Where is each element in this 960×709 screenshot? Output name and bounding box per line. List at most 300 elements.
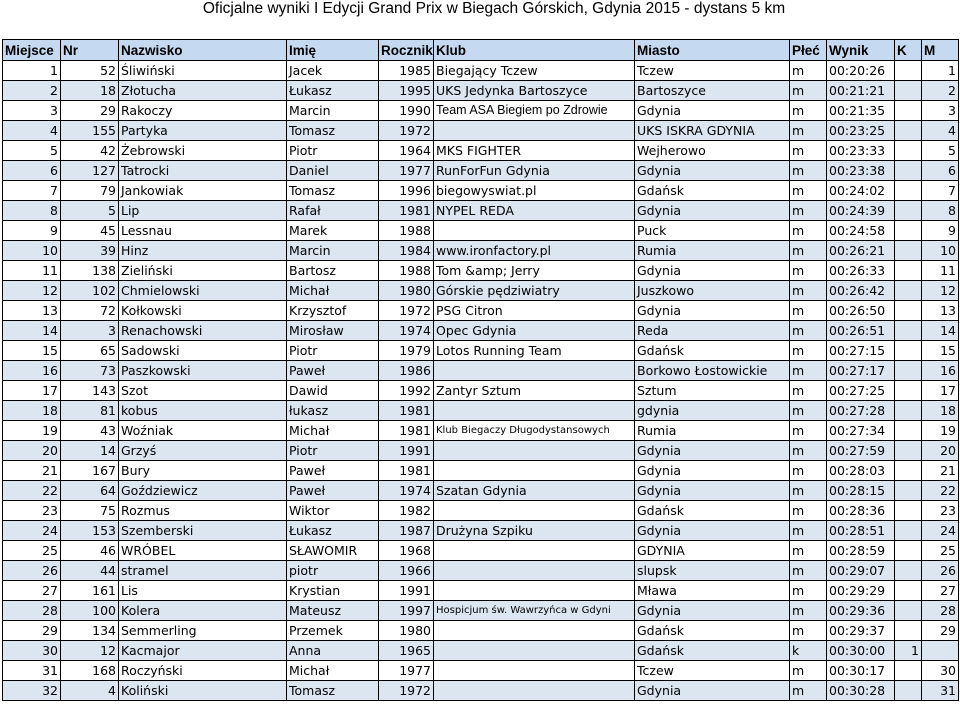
surname-cell: Koliński	[119, 681, 287, 701]
surname-cell: Goździewicz	[119, 481, 287, 501]
bib-cell: 12	[61, 641, 119, 661]
bib-cell: 155	[61, 121, 119, 141]
year-cell: 1995	[379, 81, 434, 101]
place-cell: 27	[3, 581, 61, 601]
city-cell: Gdynia	[635, 301, 790, 321]
surname-cell: Sadowski	[119, 341, 287, 361]
table-row	[3, 321, 959, 341]
k-place-cell	[895, 161, 922, 181]
year-cell: 1974	[379, 481, 434, 501]
firstname-cell: Paweł	[287, 481, 379, 501]
bib-cell: 81	[61, 401, 119, 421]
k-place-cell	[895, 401, 922, 421]
sex-cell: m	[790, 81, 827, 101]
surname-cell: Szemberski	[119, 521, 287, 541]
year-cell: 1997	[379, 601, 434, 621]
firstname-cell: Krystian	[287, 581, 379, 601]
year-cell: 1965	[379, 641, 434, 661]
bib-cell: 64	[61, 481, 119, 501]
k-place-cell	[895, 521, 922, 541]
firstname-cell: Marcin	[287, 101, 379, 121]
table-row	[3, 401, 959, 421]
club-cell: RunForFun Gdynia	[434, 161, 635, 181]
time-cell: 00:30:28	[827, 681, 895, 701]
bib-cell: 138	[61, 261, 119, 281]
place-cell: 1	[3, 61, 61, 81]
time-cell: 00:26:21	[827, 241, 895, 261]
surname-cell: kobus	[119, 401, 287, 421]
club-cell: Drużyna Szpiku	[434, 521, 635, 541]
city-cell: Borkowo Łostowickie	[635, 361, 790, 381]
time-cell: 00:24:02	[827, 181, 895, 201]
m-place-cell	[922, 641, 959, 661]
table-row	[3, 561, 959, 581]
club-cell	[434, 461, 635, 481]
surname-cell: Lessnau	[119, 221, 287, 241]
table-row	[3, 621, 959, 641]
place-cell: 25	[3, 541, 61, 561]
table-row	[3, 181, 959, 201]
k-place-cell	[895, 341, 922, 361]
bib-cell: 134	[61, 621, 119, 641]
m-place-cell: 19	[922, 421, 959, 441]
firstname-cell: piotr	[287, 561, 379, 581]
club-cell	[434, 661, 635, 681]
place-cell: 31	[3, 661, 61, 681]
year-cell: 1985	[379, 61, 434, 81]
table-row	[3, 501, 959, 521]
table-row	[3, 141, 959, 161]
year-cell: 1992	[379, 381, 434, 401]
year-cell: 1972	[379, 121, 434, 141]
city-cell: Puck	[635, 221, 790, 241]
k-place-cell	[895, 501, 922, 521]
year-cell: 1977	[379, 661, 434, 681]
k-place-cell	[895, 61, 922, 81]
surname-cell: Semmerling	[119, 621, 287, 641]
k-place-cell	[895, 481, 922, 501]
sex-cell: m	[790, 201, 827, 221]
place-cell: 6	[3, 161, 61, 181]
city-cell: Gdynia	[635, 461, 790, 481]
k-place-cell	[895, 101, 922, 121]
results-table	[2, 39, 959, 701]
m-place-cell: 10	[922, 241, 959, 261]
bib-cell: 167	[61, 461, 119, 481]
k-place-cell	[895, 301, 922, 321]
place-cell: 12	[3, 281, 61, 301]
place-cell: 14	[3, 321, 61, 341]
club-cell	[434, 681, 635, 701]
year-cell: 1979	[379, 341, 434, 361]
city-cell: Gdańsk	[635, 641, 790, 661]
table-row	[3, 481, 959, 501]
bib-cell: 29	[61, 101, 119, 121]
sex-cell: m	[790, 281, 827, 301]
m-place-cell: 28	[922, 601, 959, 621]
time-cell: 00:26:50	[827, 301, 895, 321]
city-cell: Gdańsk	[635, 181, 790, 201]
surname-cell: Jankowiak	[119, 181, 287, 201]
sex-cell: m	[790, 121, 827, 141]
sex-cell: m	[790, 541, 827, 561]
surname-cell: Kolera	[119, 601, 287, 621]
time-cell: 00:30:17	[827, 661, 895, 681]
club-cell	[434, 221, 635, 241]
year-cell: 1966	[379, 561, 434, 581]
m-place-cell: 6	[922, 161, 959, 181]
year-cell: 1972	[379, 681, 434, 701]
club-cell: MKS FIGHTER	[434, 141, 635, 161]
k-place-cell	[895, 601, 922, 621]
year-cell: 1980	[379, 281, 434, 301]
k-place-cell	[895, 221, 922, 241]
club-cell: Team ASA Biegiem po Zdrowie	[434, 101, 635, 121]
bib-cell: 45	[61, 221, 119, 241]
firstname-cell: Piotr	[287, 441, 379, 461]
table-row	[3, 241, 959, 261]
header-col-nr: Nr	[61, 40, 119, 61]
m-place-cell: 13	[922, 301, 959, 321]
bib-cell: 102	[61, 281, 119, 301]
bib-cell: 3	[61, 321, 119, 341]
table-row	[3, 381, 959, 401]
m-place-cell: 25	[922, 541, 959, 561]
m-place-cell: 8	[922, 201, 959, 221]
firstname-cell: Tomasz	[287, 681, 379, 701]
m-place-cell: 30	[922, 661, 959, 681]
m-place-cell: 1	[922, 61, 959, 81]
club-cell	[434, 641, 635, 661]
k-place-cell	[895, 581, 922, 601]
m-place-cell: 17	[922, 381, 959, 401]
sex-cell: m	[790, 521, 827, 541]
club-cell: Szatan Gdynia	[434, 481, 635, 501]
bib-cell: 73	[61, 361, 119, 381]
k-place-cell	[895, 181, 922, 201]
firstname-cell: Anna	[287, 641, 379, 661]
time-cell: 00:26:51	[827, 321, 895, 341]
table-row	[3, 341, 959, 361]
place-cell: 24	[3, 521, 61, 541]
page-title-text: Oficjalne wyniki I Edycji Grand Prix w Biegach Górskich, Gdynia 2015 - dystans 5 km	[202, 0, 786, 17]
m-place-cell: 12	[922, 281, 959, 301]
bib-cell: 44	[61, 561, 119, 581]
sex-cell: m	[790, 241, 827, 261]
k-place-cell	[895, 621, 922, 641]
k-place-cell	[895, 81, 922, 101]
firstname-cell: Piotr	[287, 341, 379, 361]
club-cell: UKS Jedynka Bartoszyce	[434, 81, 635, 101]
year-cell: 1988	[379, 221, 434, 241]
year-cell: 1968	[379, 541, 434, 561]
sex-cell: m	[790, 501, 827, 521]
city-cell: Rumia	[635, 241, 790, 261]
m-place-cell: 24	[922, 521, 959, 541]
surname-cell: Śliwiński	[119, 61, 287, 81]
firstname-cell: Marek	[287, 221, 379, 241]
k-place-cell	[895, 121, 922, 141]
time-cell: 00:21:35	[827, 101, 895, 121]
club-cell: Klub Biegaczy Długodystansowych	[434, 421, 635, 441]
bib-cell: 18	[61, 81, 119, 101]
place-cell: 16	[3, 361, 61, 381]
sex-cell: m	[790, 181, 827, 201]
bib-cell: 5	[61, 201, 119, 221]
table-row	[3, 361, 959, 381]
m-place-cell: 5	[922, 141, 959, 161]
sex-cell: m	[790, 401, 827, 421]
year-cell: 1988	[379, 261, 434, 281]
k-place-cell	[895, 261, 922, 281]
firstname-cell: Paweł	[287, 461, 379, 481]
city-cell: Gdynia	[635, 101, 790, 121]
firstname-cell: Tomasz	[287, 181, 379, 201]
m-place-cell: 16	[922, 361, 959, 381]
time-cell: 00:27:17	[827, 361, 895, 381]
club-cell	[434, 361, 635, 381]
firstname-cell: Wiktor	[287, 501, 379, 521]
year-cell: 1981	[379, 401, 434, 421]
city-cell: Wejherowo	[635, 141, 790, 161]
place-cell: 7	[3, 181, 61, 201]
sex-cell: m	[790, 101, 827, 121]
surname-cell: Paszkowski	[119, 361, 287, 381]
surname-cell: Grzyś	[119, 441, 287, 461]
firstname-cell: Daniel	[287, 161, 379, 181]
m-place-cell: 15	[922, 341, 959, 361]
club-cell	[434, 401, 635, 421]
table-row	[3, 81, 959, 101]
time-cell: 00:28:03	[827, 461, 895, 481]
place-cell: 4	[3, 121, 61, 141]
sex-cell: m	[790, 421, 827, 441]
surname-cell: WRÓBEL	[119, 541, 287, 561]
place-cell: 30	[3, 641, 61, 661]
city-cell: Sztum	[635, 381, 790, 401]
club-cell	[434, 621, 635, 641]
place-cell: 17	[3, 381, 61, 401]
surname-cell: Lis	[119, 581, 287, 601]
surname-cell: stramel	[119, 561, 287, 581]
city-cell: UKS ISKRA GDYNIA	[635, 121, 790, 141]
k-place-cell	[895, 201, 922, 221]
firstname-cell: Jacek	[287, 61, 379, 81]
m-place-cell: 3	[922, 101, 959, 121]
firstname-cell: Dawid	[287, 381, 379, 401]
table-row	[3, 281, 959, 301]
m-place-cell: 4	[922, 121, 959, 141]
place-cell: 19	[3, 421, 61, 441]
surname-cell: Renachowski	[119, 321, 287, 341]
time-cell: 00:27:15	[827, 341, 895, 361]
city-cell: Juszkowo	[635, 281, 790, 301]
year-cell: 1984	[379, 241, 434, 261]
surname-cell: Hinz	[119, 241, 287, 261]
club-cell	[434, 541, 635, 561]
sex-cell: m	[790, 221, 827, 241]
m-place-cell: 18	[922, 401, 959, 421]
header-col-miejsce: Miejsce	[3, 40, 61, 61]
club-cell: Opec Gdynia	[434, 321, 635, 341]
table-row	[3, 301, 959, 321]
surname-cell: Chmielowski	[119, 281, 287, 301]
firstname-cell: Michał	[287, 421, 379, 441]
place-cell: 13	[3, 301, 61, 321]
place-cell: 3	[3, 101, 61, 121]
table-row	[3, 661, 959, 681]
results-header	[3, 40, 959, 61]
sex-cell: m	[790, 61, 827, 81]
table-row	[3, 121, 959, 141]
club-cell	[434, 561, 635, 581]
time-cell: 00:29:37	[827, 621, 895, 641]
bib-cell: 65	[61, 341, 119, 361]
city-cell: Gdynia	[635, 681, 790, 701]
bib-cell: 14	[61, 441, 119, 461]
bib-cell: 100	[61, 601, 119, 621]
bib-cell: 72	[61, 301, 119, 321]
k-place-cell	[895, 661, 922, 681]
table-row	[3, 441, 959, 461]
m-place-cell: 29	[922, 621, 959, 641]
year-cell: 1981	[379, 461, 434, 481]
bib-cell: 161	[61, 581, 119, 601]
place-cell: 15	[3, 341, 61, 361]
year-cell: 1991	[379, 581, 434, 601]
time-cell: 00:23:38	[827, 161, 895, 181]
firstname-cell: Przemek	[287, 621, 379, 641]
sex-cell: m	[790, 341, 827, 361]
city-cell: slupsk	[635, 561, 790, 581]
k-place-cell	[895, 381, 922, 401]
k-place-cell	[895, 461, 922, 481]
time-cell: 00:29:07	[827, 561, 895, 581]
table-row	[3, 261, 959, 281]
table-row	[3, 521, 959, 541]
k-place-cell	[895, 141, 922, 161]
surname-cell: Rakoczy	[119, 101, 287, 121]
time-cell: 00:26:33	[827, 261, 895, 281]
firstname-cell: Rafał	[287, 201, 379, 221]
k-place-cell	[895, 281, 922, 301]
sex-cell: m	[790, 301, 827, 321]
club-cell: Biegający Tczew	[434, 61, 635, 81]
year-cell: 1972	[379, 301, 434, 321]
club-cell: Górskie pędziwiatry	[434, 281, 635, 301]
year-cell: 1977	[379, 161, 434, 181]
time-cell: 00:24:39	[827, 201, 895, 221]
table-row	[3, 201, 959, 221]
header-col-wynik: Wynik	[827, 40, 895, 61]
city-cell: Gdynia	[635, 201, 790, 221]
year-cell: 1980	[379, 621, 434, 641]
header-col-plec: Płeć	[790, 40, 827, 61]
m-place-cell: 23	[922, 501, 959, 521]
place-cell: 10	[3, 241, 61, 261]
city-cell: Mława	[635, 581, 790, 601]
k-place-cell	[895, 681, 922, 701]
sex-cell: m	[790, 381, 827, 401]
club-cell	[434, 121, 635, 141]
time-cell: 00:23:25	[827, 121, 895, 141]
header-col-klub: Klub	[434, 40, 635, 61]
place-cell: 21	[3, 461, 61, 481]
table-row	[3, 641, 959, 661]
club-cell: Zantyr Sztum	[434, 381, 635, 401]
bib-cell: 75	[61, 501, 119, 521]
surname-cell: Tatrocki	[119, 161, 287, 181]
table-row	[3, 421, 959, 441]
club-cell: biegowyswiat.pl	[434, 181, 635, 201]
place-cell: 5	[3, 141, 61, 161]
sex-cell: m	[790, 361, 827, 381]
city-cell: Gdańsk	[635, 621, 790, 641]
header-col-rocznik: Rocznik	[379, 40, 434, 61]
sex-cell: m	[790, 661, 827, 681]
sex-cell: m	[790, 601, 827, 621]
k-place-cell	[895, 561, 922, 581]
city-cell: Tczew	[635, 61, 790, 81]
city-cell: Gdańsk	[635, 501, 790, 521]
firstname-cell: Piotr	[287, 141, 379, 161]
time-cell: 00:24:58	[827, 221, 895, 241]
time-cell: 00:29:29	[827, 581, 895, 601]
city-cell: Gdynia	[635, 261, 790, 281]
surname-cell: Lip	[119, 201, 287, 221]
time-cell: 00:30:00	[827, 641, 895, 661]
firstname-cell: Michał	[287, 661, 379, 681]
club-cell	[434, 581, 635, 601]
place-cell: 8	[3, 201, 61, 221]
bib-cell: 79	[61, 181, 119, 201]
bib-cell: 46	[61, 541, 119, 561]
city-cell: Gdynia	[635, 481, 790, 501]
surname-cell: Złotucha	[119, 81, 287, 101]
surname-cell: Roczyński	[119, 661, 287, 681]
table-row	[3, 101, 959, 121]
surname-cell: Partyka	[119, 121, 287, 141]
results-body	[3, 61, 959, 701]
k-place-cell	[895, 441, 922, 461]
year-cell: 1990	[379, 101, 434, 121]
m-place-cell: 14	[922, 321, 959, 341]
surname-cell: Kacmajor	[119, 641, 287, 661]
table-row	[3, 161, 959, 181]
sex-cell: m	[790, 681, 827, 701]
sex-cell: m	[790, 621, 827, 641]
time-cell: 00:29:36	[827, 601, 895, 621]
place-cell: 20	[3, 441, 61, 461]
place-cell: 2	[3, 81, 61, 101]
sex-cell: m	[790, 441, 827, 461]
city-cell: Gdynia	[635, 441, 790, 461]
year-cell: 1981	[379, 201, 434, 221]
year-cell: 1986	[379, 361, 434, 381]
city-cell: Reda	[635, 321, 790, 341]
place-cell: 18	[3, 401, 61, 421]
place-cell: 32	[3, 681, 61, 701]
firstname-cell: Łukasz	[287, 81, 379, 101]
table-row	[3, 221, 959, 241]
surname-cell: Woźniak	[119, 421, 287, 441]
header-col-imie: Imię	[287, 40, 379, 61]
m-place-cell: 26	[922, 561, 959, 581]
k-place-cell	[895, 541, 922, 561]
club-cell: Tom &amp; Jerry	[434, 261, 635, 281]
table-row	[3, 61, 959, 81]
bib-cell: 42	[61, 141, 119, 161]
